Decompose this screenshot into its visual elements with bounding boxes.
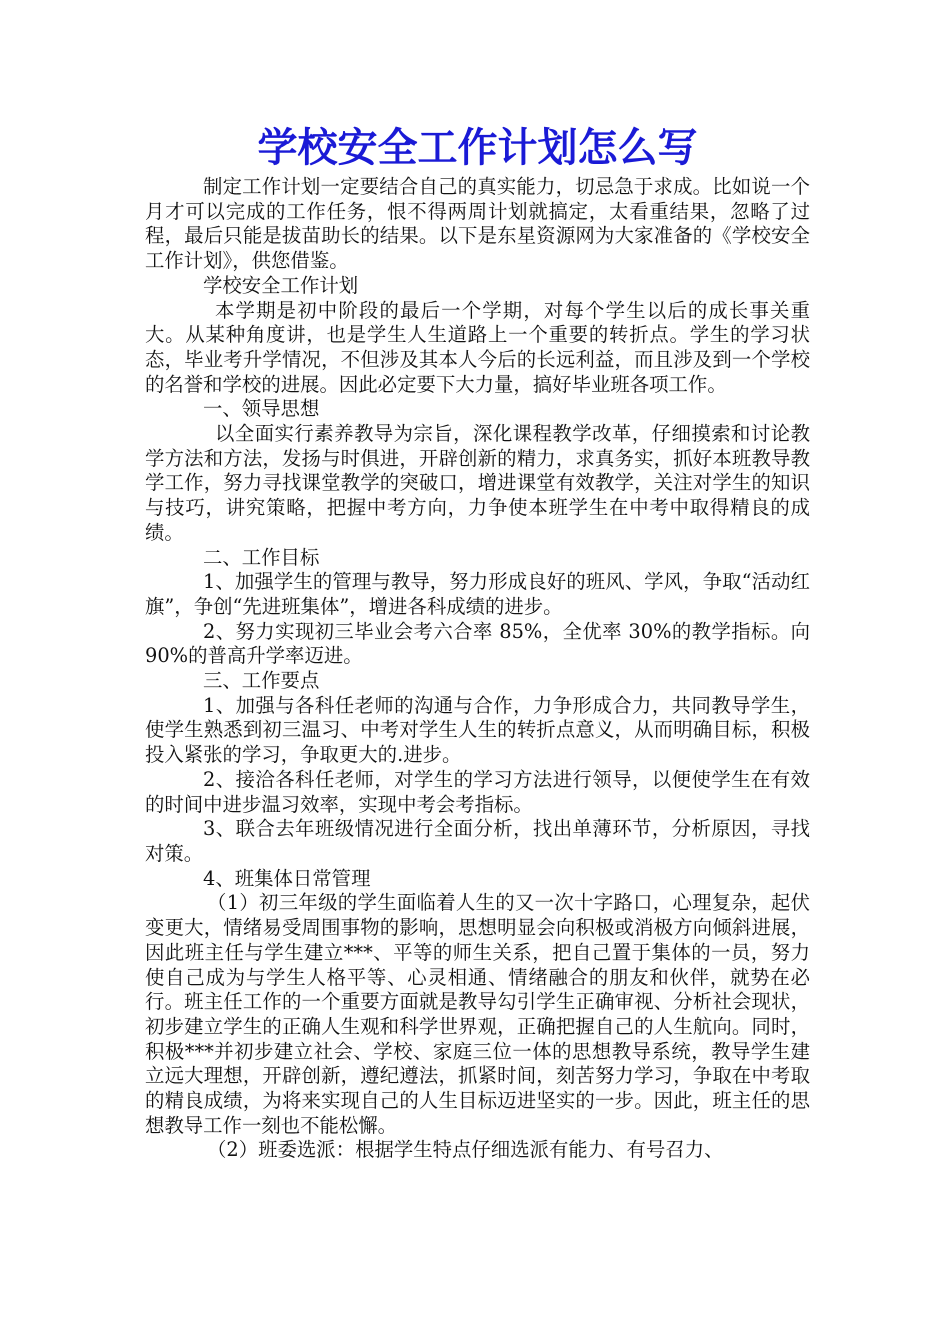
section-heading-work-points: 三、工作要点 — [203, 669, 320, 693]
paragraph-goal-1: 1、加强学生的管理与教导，努力形成良好的班风、学风，争取“活动红旗”，争创“先进班集体”，增进各科成绩的进步。 — [145, 570, 810, 618]
paragraph-intro: 制定工作计划一定要结合自己的真实能力，切忌急于求成。比如说一个月才可以完成的工作任务，恨不得两周计划就搞定，太看重结果，忽略了过程，最后只能是拔苗助长的结果。以下是东星资源网为大家准备的《学校安全工作计划》，供您借鉴。 — [145, 175, 810, 273]
paragraph-point-4-2: （2）班委选派：根据学生特点仔细选派有能力、有号召力、 — [207, 1138, 724, 1162]
document-body — [145, 175, 810, 1163]
paragraph-point-4-1: （1）初三年级的学生面临着人生的又一次十字路口，心理复杂，起伏变更大，情绪易受周围事物的影响，思想明显会向积极或消极方向倾斜进展，因此班主任与学生建立***、平等的师生关系，把自己置于集体的一员，努力使自己成为与学生人格平等、心灵相通、情绪融合的朋友和伙伴，就势在必行。班主任工作的一个重要方面就是教导勾引学生正确审视、分析社会现状，初步建立学生的正确人生观和科学世界观，正确把握自己的人生航向。同时，积极***并初步建立社会、学校、家庭三位一体的思想教导系统，教导学生建立远大理想，开辟创新，遵纪遵法，抓紧时间，刻苦努力学习，争取在中考取的精良成绩，为将来实现自己的人生目标迈进坚实的一步。因此，班主任的思想教导工作一刻也不能松懈。 — [145, 891, 810, 1137]
document-title: 学校安全工作计划怎么写 — [257, 124, 698, 171]
paragraph-point-1: 1、加强与各科任老师的沟通与合作，力争形成合力，共同教导学生，使学生熟悉到初三温习、中考对学生人生的转折点意义，从而明确目标，积极投入紧张的学习，争取更大的.进步。 — [145, 693, 810, 767]
section-heading-guiding-ideology: 一、领导思想 — [203, 397, 320, 421]
paragraph-point-3: 3、联合去年班级情况进行全面分析，找出单薄环节，分析原因，寻找对策。 — [145, 817, 810, 865]
paragraph-point-4-heading: 4、班集体日常管理 — [203, 866, 371, 890]
paragraph-subtitle: 学校安全工作计划 — [203, 273, 359, 297]
paragraph-goal-2: 2、努力实现初三毕业会考六合率 85%，全优率 30%的教学指标。向 90%的普高升学率迈进。 — [145, 619, 810, 668]
paragraph-semester: 本学期是初中阶段的最后一个学期，对每个学生以后的成长事关重大。从某种角度讲，也是学生人生道路上一个重要的转折点。学生的学习状态，毕业考升学情况，不但涉及其本人今后的长远利益，而且涉及到一个学校的名誉和学校的进展。因此必定要下大力量，搞好毕业班各项工作。 — [145, 298, 810, 396]
paragraph-point-2: 2、接洽各科任老师，对学生的学习方法进行领导，以便使学生在有效的时间中进步温习效率，实现中考会考指标。 — [145, 767, 810, 816]
section-heading-work-goals: 二、工作目标 — [203, 545, 320, 569]
paragraph-guiding-ideology: 以全面实行素养教导为宗旨，深化课程教学改革，仔细摸索和讨论教学方法和方法，发扬与时俱进，开辟创新的精力，求真务实，抓好本班教导教学工作，努力寻找课堂教学的突破口，增进课堂有效教学，关注对学生的知识与技巧，讲究策略，把握中考方向，力争使本班学生在中考中取得精良的成绩。 — [145, 422, 810, 544]
